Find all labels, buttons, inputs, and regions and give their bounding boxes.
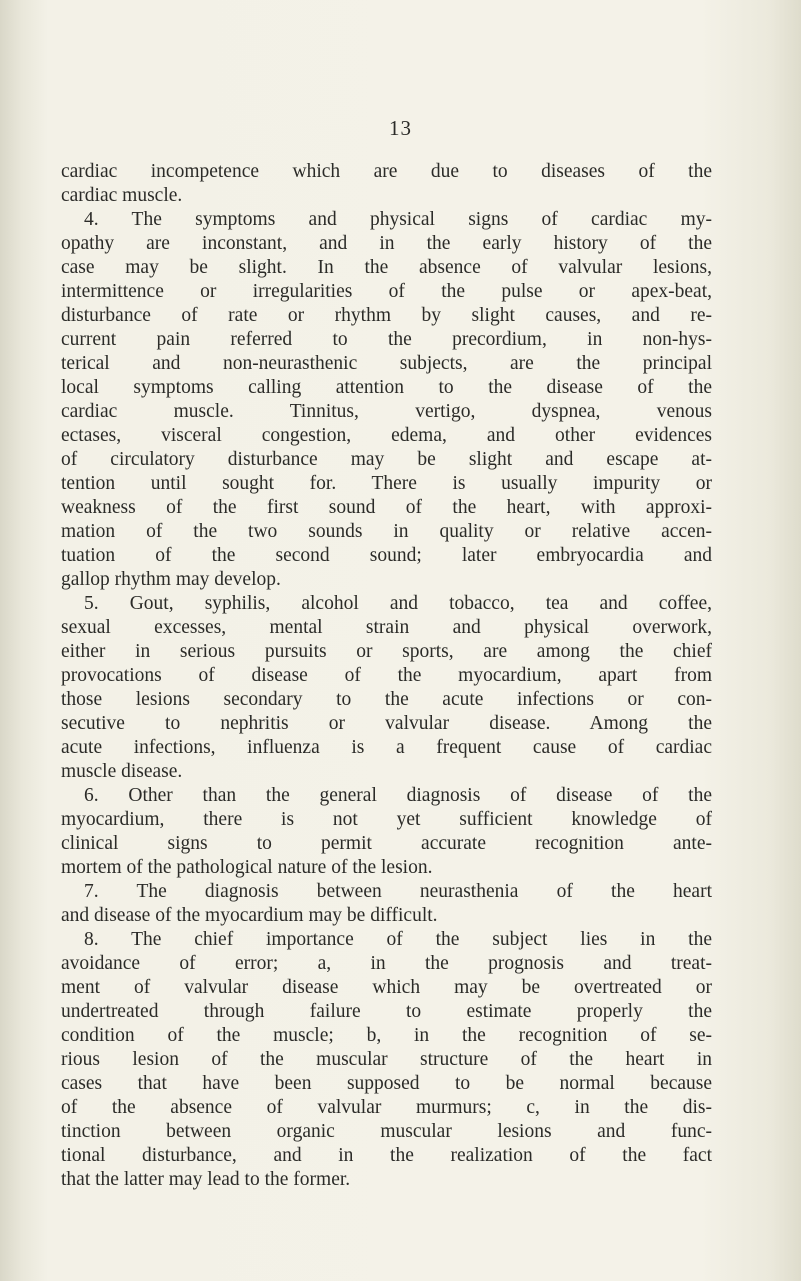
text-line: rious lesion of the muscular structure of the heart in <box>61 1049 712 1070</box>
text-line: 4. The symptoms and physical signs of cardiac my- <box>84 209 712 230</box>
text-line: opathy are inconstant, and in the early history of the <box>61 233 712 254</box>
text-line: local symptoms calling attention to the disease of the <box>61 377 712 398</box>
text-line: tention until sought for. There is usually impurity or <box>61 473 712 494</box>
text-line: acute infections, influenza is a frequent cause of cardiac <box>61 737 712 758</box>
text-line: sexual excesses, mental strain and physical overwork, <box>61 617 712 638</box>
text-line: tional disturbance, and in the realization of the fact <box>61 1145 712 1166</box>
text-line: mortem of the pathological nature of the lesion. <box>61 857 433 878</box>
text-line: condition of the muscle; b, in the recognition of se- <box>61 1025 712 1046</box>
page-number: 13 <box>389 116 412 140</box>
text-line: cardiac incompetence which are due to diseases of the <box>61 161 712 182</box>
text-line: and disease of the myocardium may be difficult. <box>61 905 438 926</box>
text-line: of circulatory disturbance may be slight and escape at- <box>61 449 712 470</box>
text-line: cardiac muscle. Tinnitus, vertigo, dyspnea, venous <box>61 401 712 422</box>
text-line: that the latter may lead to the former. <box>61 1169 351 1190</box>
text-line: case may be slight. In the absence of valvular lesions, <box>61 257 712 278</box>
text-line: secutive to nephritis or valvular disease. Among the <box>61 713 712 734</box>
text-line: undertreated through failure to estimate properly the <box>61 1001 712 1022</box>
text-line: 5. Gout, syphilis, alcohol and tobacco, tea and coffee, <box>84 593 712 614</box>
text-line: ectases, visceral congestion, edema, and other evidences <box>61 425 712 446</box>
text-line: 8. The chief importance of the subject lies in the <box>84 929 712 950</box>
text-line: either in serious pursuits or sports, are among the chief <box>61 641 712 662</box>
text-line: tinction between organic muscular lesions and func- <box>61 1121 712 1142</box>
text-line: of the absence of valvular murmurs; c, in the dis- <box>61 1097 712 1118</box>
text-line: 6. Other than the general diagnosis of disease of the <box>84 785 712 806</box>
text-line: weakness of the first sound of the heart, with approxi- <box>61 497 712 518</box>
text-line: disturbance of rate or rhythm by slight causes, and re- <box>61 305 712 326</box>
text-line: mation of the two sounds in quality or relative accen- <box>61 521 712 542</box>
text-line: cardiac muscle. <box>61 185 183 206</box>
text-line: those lesions secondary to the acute infections or con- <box>61 689 712 710</box>
text-line: myocardium, there is not yet sufficient knowledge of <box>61 809 712 830</box>
text-line: 7. The diagnosis between neurasthenia of the heart <box>84 881 712 902</box>
text-line: clinical signs to permit accurate recognition ante- <box>61 833 712 854</box>
text-line: gallop rhythm may develop. <box>61 569 281 590</box>
text-line: tuation of the second sound; later embryocardia and <box>61 545 712 566</box>
text-line: provocations of disease of the myocardium, apart from <box>61 665 712 686</box>
text-line: current pain referred to the precordium, in non-hys- <box>61 329 712 350</box>
text-line: avoidance of error; a, in the prognosis and treat- <box>61 953 712 974</box>
text-line: ment of valvular disease which may be overtreated or <box>61 977 712 998</box>
text-line: cases that have been supposed to be normal because <box>61 1073 712 1094</box>
text-line: muscle disease. <box>61 761 183 782</box>
text-line: intermittence or irregularities of the pulse or apex-beat, <box>61 281 712 302</box>
text-line: terical and non-neurasthenic subjects, are the principal <box>61 353 712 374</box>
